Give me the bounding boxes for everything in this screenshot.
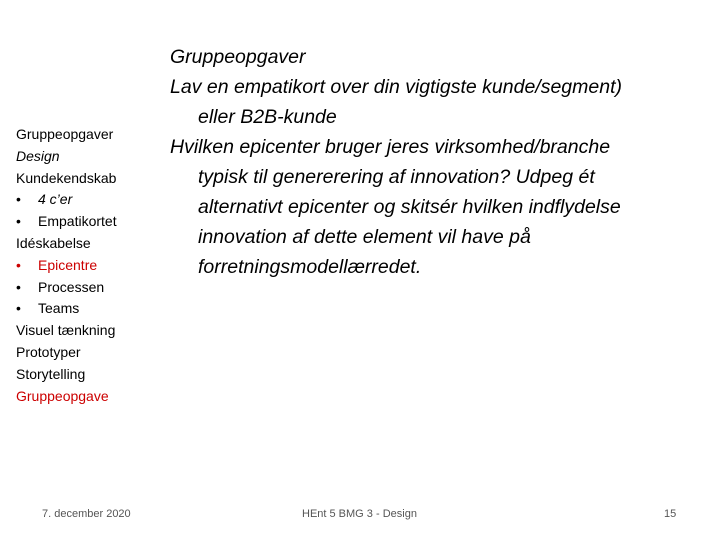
outline-subitem-label: Epicentre: [38, 256, 98, 273]
slide-text-line: Lav en empatikort over din vigtigste kunde/segment): [170, 76, 622, 98]
slide-text-line: forretningsmodellærredet.: [198, 256, 422, 278]
slide-heading: Gruppeopgaver: [170, 46, 306, 68]
bullet-icon: •: [16, 256, 21, 273]
bullet-icon: •: [16, 278, 21, 295]
footer-title: HEnt 5 BMG 3 - Design: [302, 508, 417, 520]
sidebar-outline: [16, 124, 156, 407]
footer-date: 7. december 2020: [42, 508, 131, 520]
outline-item-ideskabelse[interactable]: Idéskabelse: [16, 234, 91, 251]
slide-text-line: alternativt epicenter og skitsér hvilken indflydelse: [198, 196, 621, 218]
outline-subitem-label: Empatikortet: [38, 213, 117, 230]
slide-body: [170, 42, 710, 282]
outline-subitem-processen[interactable]: [16, 277, 156, 299]
outline-subitem-label: 4 c’er: [38, 191, 73, 208]
bullet-icon: •: [16, 300, 21, 317]
outline-item-storytelling[interactable]: Storytelling: [16, 365, 86, 382]
outline-subitem-label: Processen: [38, 278, 105, 295]
bullet-icon: •: [16, 191, 21, 208]
outline-subitem-label: Teams: [38, 300, 80, 317]
outline-item-visuel-taenkning[interactable]: Visuel tænkning: [16, 322, 116, 339]
outline-item-gruppeopgaver[interactable]: Gruppeopgaver: [16, 126, 114, 142]
slide-text-line: Hvilken epicenter bruger jeres virksomhed/branche: [170, 136, 611, 158]
outline-item-gruppeopgave[interactable]: Gruppeopgave: [16, 387, 109, 404]
outline-subitem-teams[interactable]: [16, 298, 156, 320]
outline-subitem-4cer[interactable]: [16, 189, 156, 211]
outline-item-prototyper[interactable]: Prototyper: [16, 343, 81, 360]
outline-item-design[interactable]: Design: [16, 147, 60, 164]
bullet-icon: •: [16, 213, 21, 230]
footer-page-number: 15: [664, 508, 677, 520]
slide-text-line: innovation af dette element vil have på: [198, 226, 531, 248]
outline-subitem-epicentre[interactable]: [16, 255, 156, 277]
slide-text-line: typisk til genererering af innovation? Udpeg ét: [198, 166, 595, 188]
outline-item-kundekendskab[interactable]: Kundekendskab: [16, 169, 117, 186]
slide-text-line: eller B2B-kunde: [198, 106, 337, 128]
outline-subitem-empatikortet[interactable]: [16, 211, 156, 233]
